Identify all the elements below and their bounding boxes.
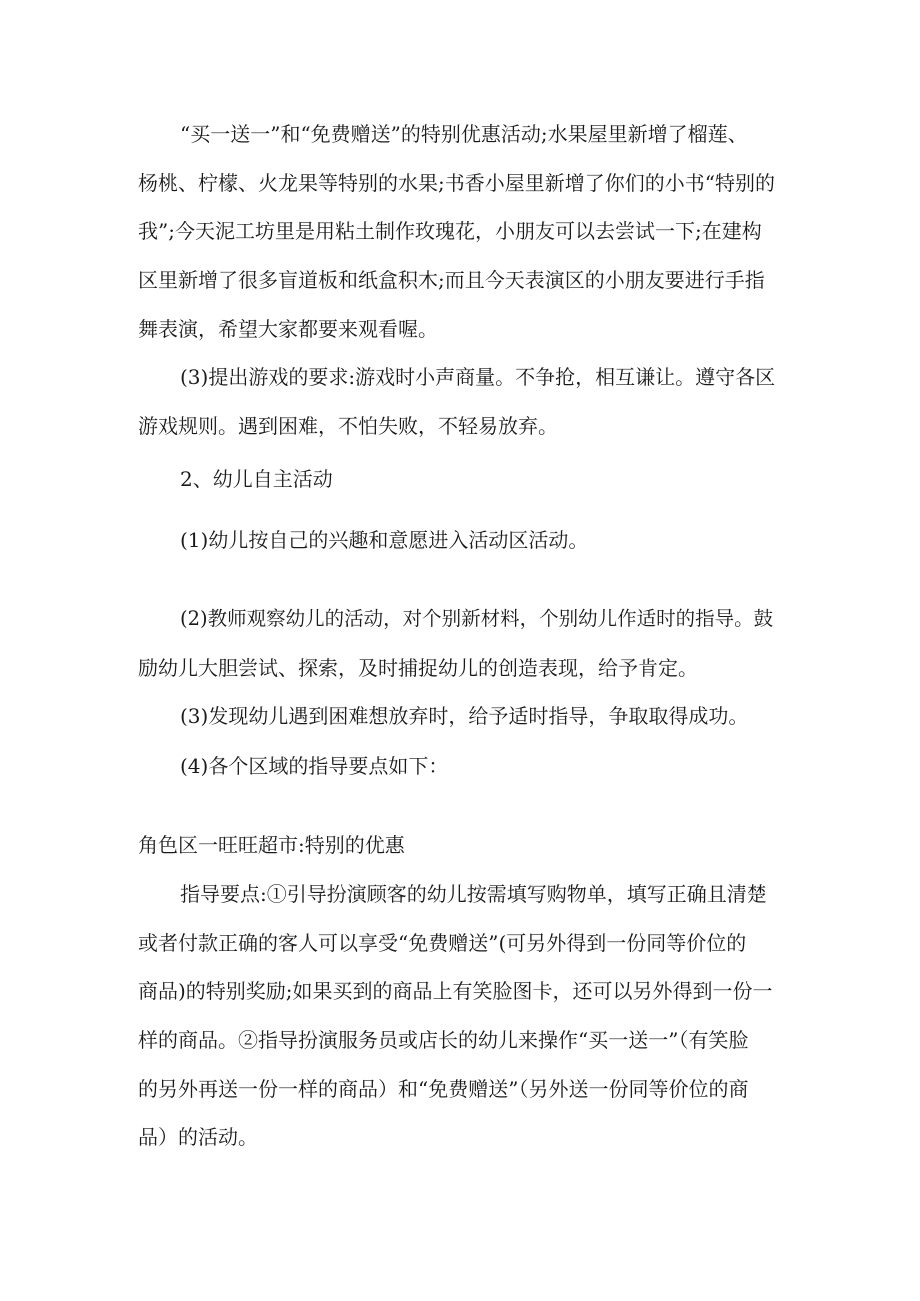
text-line: 商品)的特别奖励;如果买到的商品上有笑脸图卡，还可以另外得到一份一 [138,979,773,1004]
text-line: 的另外再送一份一样的商品）和“免费赠送”（另外送一份同等价位的商 [138,1076,749,1101]
paragraph-activity-intro [138,110,784,353]
text-line: “买一送一”和“免费赠送”的特别优惠活动;水果屋里新增了榴莲、 [180,122,748,146]
text-line: 励幼儿大胆尝试、探索，及时捕捉幼儿的创造表现，给予肯定。 [138,655,698,680]
text-line: (1)幼儿按自己的兴趣和意愿进入活动区活动。 [180,528,589,552]
text-line: 指导要点:①引导扮演顾客的幼儿按需填写购物单，填写正确且清楚 [180,882,767,906]
paragraph-item-2 [138,595,784,692]
text-line: 样的商品。②指导扮演服务员或店长的幼儿来操作“买一送一”（有笑脸 [138,1028,749,1053]
paragraph-item-4 [138,742,784,791]
text-line: 2、幼儿自主活动 [180,467,333,491]
text-line: 游戏规则。遇到困难，不怕失败，不轻易放弃。 [138,413,558,438]
text-line: 我”;今天泥工坊里是用粘土制作玫瑰花，小朋友可以去尝试一下;在建构 [138,219,762,244]
text-line: (3)提出游戏的要求:游戏时小声商量。不争抢，相互谦让。遵守各区 [180,365,776,389]
text-line: 角色区一旺旺超市:特别的优惠 [138,833,405,857]
paragraph-game-rules [138,353,784,450]
paragraph-item-1 [138,516,784,565]
text-line: 舞表演，希望大家都要来观看喔。 [138,316,438,341]
text-line: (4)各个区域的指导要点如下： [180,754,449,778]
text-line: (3)发现幼儿遇到困难想放弃时，给予适时指导，争取取得成功。 [180,704,749,728]
text-line: 或者付款正确的客人可以享受“免费赠送”(可另外得到一份同等价位的 [138,930,747,955]
text-line: 品）的活动。 [138,1125,258,1150]
paragraph-item-3 [138,692,784,741]
text-line: 区里新增了很多盲道板和纸盒积木;而且今天表演区的小朋友要进行手指 [138,268,765,293]
paragraph-role-area-title [138,821,784,870]
text-line: 杨桃、柠檬、火龙果等特别的水果;书香小屋里新增了你们的小书“特别的 [138,170,775,195]
section-heading [138,455,784,504]
text-line: (2)教师观察幼儿的活动，对个别新材料，个别幼儿作适时的指导。鼓 [180,607,774,630]
paragraph-guidance-points [138,870,784,1162]
